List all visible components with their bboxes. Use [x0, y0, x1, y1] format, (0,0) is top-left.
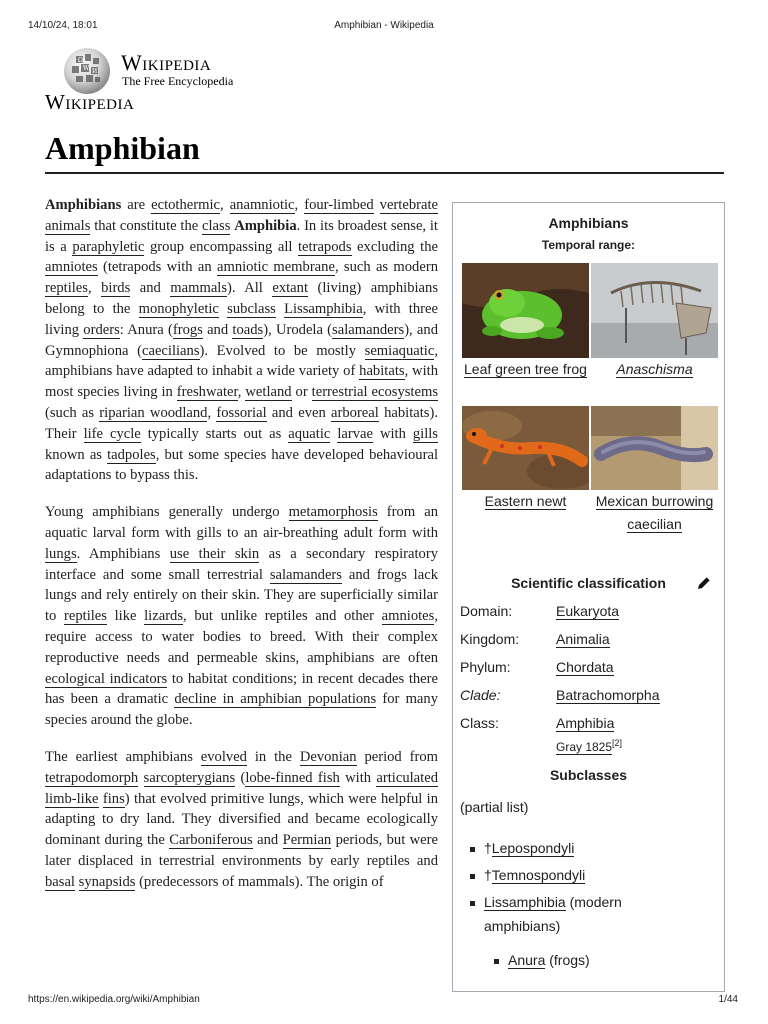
- paragraph-2: [45, 502, 438, 731]
- article-link[interactable]: wetland: [245, 384, 292, 401]
- svg-text:И: И: [92, 68, 98, 75]
- leaf-green-tree-frog-image[interactable]: [462, 263, 589, 358]
- text-run: and even: [266, 404, 332, 421]
- text-run: known as: [45, 446, 108, 463]
- article-link[interactable]: tadpoles: [107, 446, 156, 463]
- article-link[interactable]: sarcopterygians: [143, 769, 236, 786]
- print-url: https://en.wikipedia.org/wiki/Amphibian: [28, 994, 200, 1005]
- article-link[interactable]: frogs: [172, 321, 203, 338]
- article-link[interactable]: caecilians: [141, 342, 200, 359]
- title-divider: [45, 172, 724, 174]
- article-link[interactable]: amniotes: [381, 608, 435, 625]
- article-link[interactable]: aquatic: [288, 425, 331, 442]
- wikipedia-wordmark: Wikipedia: [121, 50, 212, 75]
- subclasses-heading: Subclasses: [549, 767, 628, 783]
- article-link[interactable]: paraphyletic: [72, 238, 145, 255]
- article-link[interactable]: lungs: [45, 545, 77, 562]
- text-run: , but unlike reptiles and other: [183, 608, 382, 625]
- text-run: as a secondary respiratory interface and some small terrestrial: [45, 545, 438, 583]
- list-item-lepospondyli[interactable]: †Lepospondyli: [484, 840, 575, 856]
- reference-link[interactable]: [2]: [612, 738, 623, 748]
- article-link[interactable]: fins: [102, 790, 125, 807]
- article-link[interactable]: basal: [45, 873, 75, 890]
- text-run: and: [202, 321, 233, 338]
- article-link[interactable]: anamniotic: [229, 197, 295, 213]
- article-link[interactable]: amniotic membrane: [216, 259, 335, 276]
- pencil-edit-icon[interactable]: [696, 575, 712, 591]
- text-run: ). All: [227, 280, 273, 297]
- list-bullet: [470, 874, 475, 879]
- article-link[interactable]: limb-like: [45, 790, 99, 807]
- article-link[interactable]: Lissamphibia: [284, 300, 363, 317]
- text-run: in the: [246, 748, 300, 765]
- list-bullet: [470, 847, 475, 852]
- text-run: . Amphibians: [76, 545, 170, 562]
- temporal-range-label: Temporal range:: [541, 238, 636, 252]
- mexican-burrowing-caecilian-image[interactable]: [591, 406, 718, 490]
- text-run: ,: [237, 384, 246, 401]
- text-run: that constitute the: [90, 217, 203, 234]
- class-authority[interactable]: Gray 1825[2]: [556, 738, 623, 754]
- text-run: (predecessors of mammals). The origin of: [135, 873, 384, 890]
- wikipedia-logo[interactable]: [62, 46, 252, 96]
- article-link[interactable]: reptiles: [45, 280, 88, 297]
- text-run: to habitat conditions; in recent decades there has been a dramatic: [45, 670, 438, 708]
- article-link[interactable]: articulated: [376, 769, 438, 786]
- article-link[interactable]: orders: [83, 321, 120, 338]
- article-link[interactable]: evolved: [200, 748, 247, 765]
- caption-anaschisma[interactable]: Anaschisma: [616, 361, 693, 377]
- article-link[interactable]: fossorial: [216, 404, 267, 421]
- article-link[interactable]: Devonian: [299, 748, 357, 765]
- print-title: Amphibian - Wikipedia: [334, 20, 434, 31]
- article-link[interactable]: extant: [272, 280, 309, 297]
- page-title: Amphibian: [45, 130, 200, 166]
- text-run: , with most species living in: [45, 363, 438, 401]
- article-link[interactable]: gills: [412, 425, 438, 442]
- text-run: ,: [87, 280, 102, 297]
- article-link[interactable]: arboreal: [331, 404, 379, 421]
- article-link[interactable]: decline in amphibian populations: [174, 691, 377, 708]
- print-header: [0, 20, 768, 34]
- phylum-value[interactable]: Chordata: [556, 659, 614, 675]
- text-run: habitats). Their: [45, 404, 438, 442]
- article-link[interactable]: tetrapodomorph: [45, 769, 139, 786]
- text-run: are: [121, 197, 152, 213]
- infobox: [452, 202, 725, 992]
- paragraph-1: [45, 195, 438, 486]
- eastern-newt-image[interactable]: [462, 406, 589, 490]
- text-run: ), and Gymnophiona (: [45, 321, 439, 359]
- text-run: . In its broadest sense, it is a: [45, 217, 438, 255]
- text-run: period from: [356, 748, 438, 765]
- article-link[interactable]: tetrapods: [298, 238, 352, 255]
- article-link[interactable]: amniotes: [45, 259, 98, 276]
- article-link[interactable]: metamorphosis: [288, 504, 378, 521]
- article-link[interactable]: habitats: [359, 363, 405, 380]
- text-run: for many species around the globe.: [45, 691, 438, 729]
- article-link[interactable]: toads: [232, 321, 264, 338]
- text-run: excluding the: [351, 238, 438, 255]
- text-run: (: [235, 769, 246, 786]
- text-run: with: [372, 425, 413, 442]
- article-link[interactable]: salamanders: [269, 566, 342, 583]
- article-link[interactable]: semiaquatic: [364, 342, 435, 359]
- phylum-label: Phylum:: [460, 659, 511, 675]
- bold-term: Amphibia: [234, 217, 297, 234]
- domain-value[interactable]: Eukaryota: [556, 603, 620, 619]
- text-run: ). Evolved to be mostly: [199, 342, 365, 359]
- article-body: [45, 195, 438, 909]
- kingdom-value[interactable]: Animalia: [556, 631, 610, 647]
- text-run: (living) amphibians belong to the: [45, 280, 439, 317]
- list-item-anura[interactable]: Anura (frogs): [508, 952, 590, 968]
- caption-leaf-green-tree-frog[interactable]: Leaf green tree frog: [464, 361, 587, 377]
- kingdom-label: Kingdom:: [460, 631, 520, 647]
- paragraph-3: [45, 747, 438, 893]
- class-value[interactable]: Amphibia: [556, 715, 615, 731]
- caption-eastern-newt[interactable]: Eastern newt: [484, 493, 567, 509]
- article-link[interactable]: life cycle: [83, 425, 141, 442]
- article-link[interactable]: synapsids: [78, 873, 136, 890]
- article-link[interactable]: birds: [101, 280, 131, 297]
- print-page-number: 1/44: [718, 994, 738, 1005]
- text-run: ,: [220, 197, 230, 213]
- print-date: 14/10/24, 18:01: [28, 20, 98, 31]
- text-run: and frogs lack lungs and rely entirely on their skin. They are superficially similar to: [45, 566, 438, 625]
- class-label: Class:: [460, 715, 499, 731]
- clade-label: Clade:: [460, 687, 501, 703]
- text-run: [276, 301, 284, 317]
- text-run: like: [106, 608, 145, 625]
- article-link[interactable]: animals: [45, 217, 91, 234]
- text-run: and: [252, 832, 283, 849]
- anaschisma-image[interactable]: [591, 263, 718, 358]
- article-link[interactable]: lobe-finned fish: [245, 769, 340, 786]
- text-run: [374, 197, 380, 213]
- wikipedia-tagline: The Free Encyclopedia: [122, 74, 234, 88]
- text-run: and: [130, 280, 171, 297]
- bold-term: Amphibians: [45, 197, 122, 213]
- caption-mexican-burrowing-caecilian[interactable]: Mexican burrowing caecilian: [595, 493, 714, 532]
- article-link[interactable]: larvae: [337, 425, 373, 442]
- text-run: with: [339, 769, 377, 786]
- list-item-temnospondyli[interactable]: †Temnospondyli: [484, 867, 586, 883]
- list-bullet: [494, 959, 499, 964]
- text-run: ) that evolved primitive lungs, which were helpful in adapting to dry land. They diversified and became ecologically dominant during the: [45, 790, 438, 849]
- wikipedia-globe-icon: [62, 46, 112, 96]
- scientific-classification-heading: Scientific classification: [511, 575, 666, 591]
- infobox-title: Amphibians: [548, 215, 629, 231]
- article-link[interactable]: vertebrate: [379, 197, 438, 213]
- article-link[interactable]: ectothermic: [151, 197, 221, 213]
- svg-text:Ω: Ω: [78, 57, 83, 64]
- list-item-lissamphibia[interactable]: Lissamphibia (modern amphibians): [484, 894, 622, 934]
- article-link[interactable]: ecological indicators: [45, 670, 168, 687]
- article-link[interactable]: Permian: [282, 832, 332, 849]
- text-run: (tetrapods with an: [97, 259, 217, 276]
- text-run: [138, 770, 143, 786]
- text-run: , such as modern: [334, 259, 438, 276]
- article-link[interactable]: monophyletic: [138, 300, 219, 317]
- text-run: group encompassing all: [144, 238, 298, 255]
- text-run: : Anura (: [119, 321, 173, 338]
- text-run: ,: [294, 197, 305, 213]
- clade-value[interactable]: Batrachomorpha: [556, 687, 660, 703]
- text-run: , with three living: [45, 300, 438, 338]
- text-run: , but some species have developed behavioural adaptations to bypass this.: [45, 446, 438, 484]
- text-run: from an aquatic larval form with gills to an air-breathing adult form with: [45, 504, 438, 541]
- article-link[interactable]: riparian woodland: [99, 404, 208, 421]
- article-link[interactable]: subclass: [227, 300, 276, 317]
- text-run: The earliest amphibians: [45, 748, 201, 765]
- article-link[interactable]: mammals: [170, 280, 228, 297]
- article-link[interactable]: reptiles: [64, 608, 107, 625]
- article-link[interactable]: freshwater: [176, 384, 238, 401]
- article-link[interactable]: Carboniferous: [169, 832, 253, 849]
- list-bullet: [470, 901, 475, 906]
- article-link[interactable]: use their skin: [169, 545, 260, 562]
- wikipedia-wordmark-secondary: Wikipedia: [45, 90, 135, 114]
- text-run: , amphibians have adapted to inhabit a wide variety of: [45, 342, 438, 380]
- article-link[interactable]: lizards: [144, 608, 184, 625]
- article-link[interactable]: salamanders: [332, 321, 405, 338]
- article-link[interactable]: four-limbed: [304, 197, 374, 213]
- article-link[interactable]: terrestrial ecosystems: [311, 384, 438, 401]
- domain-label: Domain:: [460, 603, 513, 619]
- svg-text:W: W: [83, 65, 90, 72]
- partial-list-note: (partial list): [460, 799, 529, 815]
- text-run: [219, 301, 227, 317]
- text-run: (such as: [45, 404, 100, 421]
- text-run: periods, but were later displaced in terrestrial environments by early reptiles and: [45, 832, 438, 869]
- text-run: Young amphibians generally undergo: [45, 504, 289, 521]
- text-run: , require access to water bodies to breed. With their complex reproductive needs and permeable skins, amphibians are often: [45, 608, 438, 666]
- text-run: ,: [207, 404, 217, 421]
- article-link[interactable]: class: [202, 217, 231, 234]
- text-run: or: [291, 384, 312, 401]
- text-run: typically starts out as: [140, 425, 289, 442]
- text-run: ), Urodela (: [263, 321, 333, 338]
